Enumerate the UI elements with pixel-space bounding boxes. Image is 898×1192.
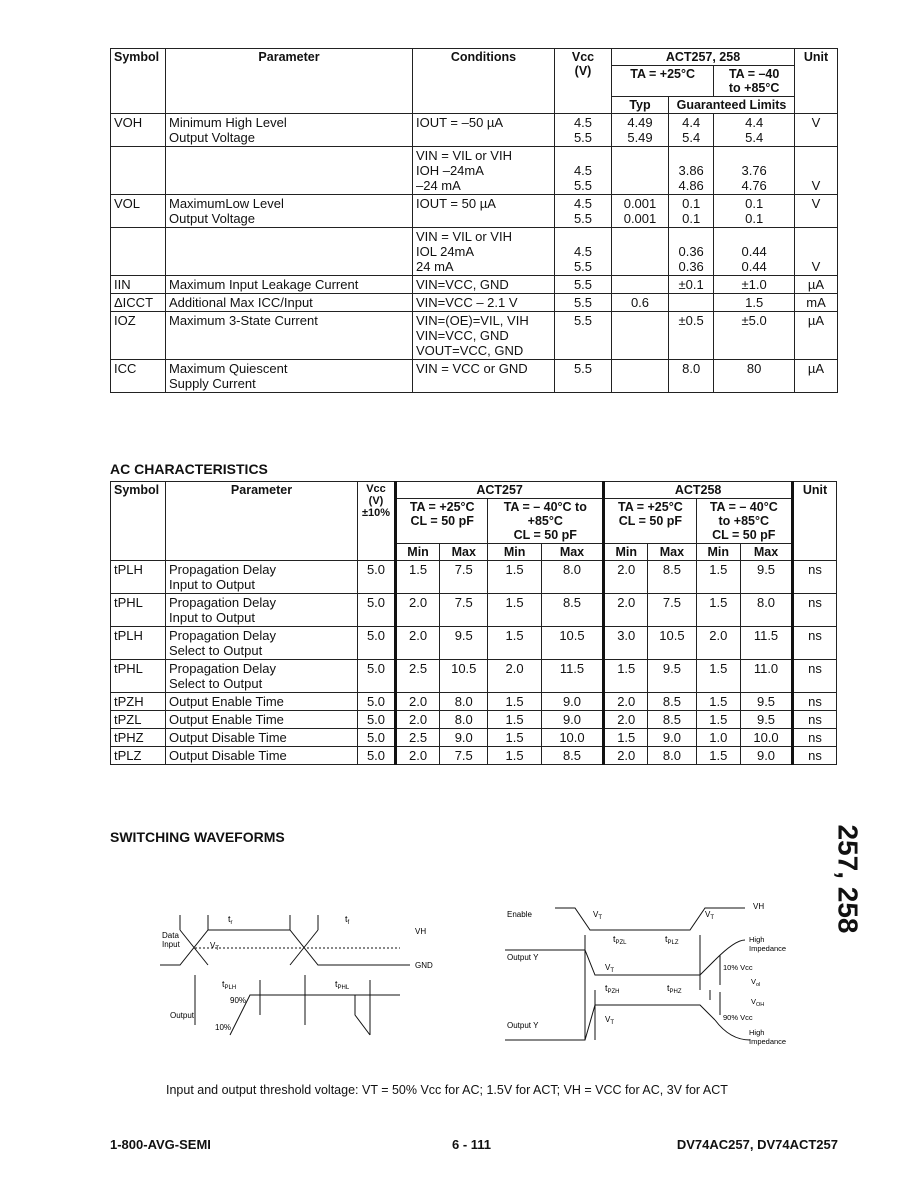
dc-cell-vcc: 5.5 [555, 276, 612, 294]
ac-cell-value: 10.5 [440, 660, 488, 693]
ac-cell-symbol: tPLH [111, 561, 166, 594]
ac-cell-value: 7.5 [648, 594, 696, 627]
label-tpzh: $t_{PZH}$ [605, 983, 620, 995]
ac-cell-symbol: tPZL [111, 711, 166, 729]
dc-cell-symbol: VOH [111, 114, 166, 147]
ac-cell-value: 1.5 [696, 747, 740, 765]
dc-cell-conditions: VIN = VIL or VIH IOL 24mA 24 mA [413, 228, 555, 276]
ac-cell-value: 1.5 [396, 561, 440, 594]
label-tpzl: $t_{PZL}$ [613, 934, 627, 946]
dc-cell-typ: 0.6 [612, 294, 669, 312]
dc-cell-parameter [166, 228, 413, 276]
ac-cell-value: 11.5 [741, 627, 793, 660]
ac-col-max: Max [741, 544, 793, 561]
label-voh: $V_{OH}$ [751, 997, 765, 1008]
ac-cell-value: 2.0 [604, 561, 648, 594]
ac-col-max: Max [440, 544, 488, 561]
dc-cell-conditions: VIN=VCC, GND [413, 276, 555, 294]
ac-col-symbol: Symbol [111, 482, 166, 561]
dc-cell-typ [612, 312, 669, 360]
ac-cell-value: 11.5 [541, 660, 603, 693]
dc-cell-conditions: VIN=(OE)=VIL, VIH VIN=VCC, GND VOUT=VCC, GND [413, 312, 555, 360]
dc-cell-vcc: 5.5 [555, 360, 612, 393]
dc-cell-limit-85c: 1.5 [714, 294, 795, 312]
ac-cell-vcc: 5.0 [358, 711, 396, 729]
ac-cell-unit: ns [793, 729, 837, 747]
ac-cell-value: 8.5 [648, 711, 696, 729]
ac-cell-symbol: tPHL [111, 594, 166, 627]
dc-cell-symbol: ICC [111, 360, 166, 393]
ac-col-act257: ACT257 [396, 482, 604, 499]
dc-cell-symbol: IOZ [111, 312, 166, 360]
ac-cell-value: 2.0 [696, 627, 740, 660]
label-tplz: $t_{PLZ}$ [665, 934, 679, 946]
ac-cell-value: 8.0 [440, 693, 488, 711]
side-tab-label: 257, 258 [832, 824, 864, 934]
ac-cell-value: 3.0 [604, 627, 648, 660]
ac-cell-value: 2.0 [604, 747, 648, 765]
ac-cell-value: 1.0 [696, 729, 740, 747]
dc-cell-unit: µA [795, 276, 838, 294]
ac-cell-value: 1.5 [696, 594, 740, 627]
ac-cell-value: 8.5 [541, 594, 603, 627]
ac-cell-parameter: Propagation Delay Select to Output [166, 627, 358, 660]
label-vt-1: $V_T$ [593, 910, 603, 921]
dc-cell-limit-85c: 80 [714, 360, 795, 393]
dc-cell-parameter: Maximum Quiescent Supply Current [166, 360, 413, 393]
dc-cell-conditions: VIN = VIL or VIH IOH –24mA –24 mA [413, 147, 555, 195]
ac-cell-unit: ns [793, 711, 837, 729]
ac-cell-value: 7.5 [440, 561, 488, 594]
dc-cell-unit: µA [795, 360, 838, 393]
ac-cell-value: 9.0 [741, 747, 793, 765]
ac-cell-value: 9.5 [741, 561, 793, 594]
ac-cell-value: 9.0 [541, 711, 603, 729]
label-output: Output [170, 1011, 195, 1020]
ac-cell-value: 10.0 [741, 729, 793, 747]
dc-cell-typ [612, 276, 669, 294]
ac-cell-symbol: tPHZ [111, 729, 166, 747]
dc-cell-limit-25c: 8.0 [669, 360, 714, 393]
dc-cell-parameter: Maximum Input Leakage Current [166, 276, 413, 294]
ac-cell-unit: ns [793, 660, 837, 693]
ac-cell-value: 1.5 [696, 561, 740, 594]
ac-row [111, 561, 837, 594]
ac-cell-value: 2.5 [396, 729, 440, 747]
dc-cell-parameter: MaximumLow Level Output Voltage [166, 195, 413, 228]
ac-cell-value: 1.5 [604, 729, 648, 747]
label-output-y-2: Output Y [507, 1021, 539, 1030]
ac-col-unit: Unit [793, 482, 837, 561]
dc-cell-unit: V [795, 195, 838, 228]
ac-cell-vcc: 5.0 [358, 729, 396, 747]
dc-cell-limit-85c: ±5.0 [714, 312, 795, 360]
ac-col-min: Min [696, 544, 740, 561]
ac-cell-value: 8.0 [741, 594, 793, 627]
ac-row [111, 660, 837, 693]
dc-cell-limit-85c: 4.4 5.4 [714, 114, 795, 147]
ac-cell-value: 10.5 [648, 627, 696, 660]
ac-cell-value: 10.0 [541, 729, 603, 747]
ac-cell-value: 7.5 [440, 747, 488, 765]
ac-cell-value: 1.5 [488, 711, 541, 729]
ac-cell-value: 1.5 [604, 660, 648, 693]
dc-characteristics-table [110, 48, 838, 393]
label-vh: VH [415, 927, 427, 936]
label-data-input: Data Input [162, 931, 180, 949]
ac-cell-value: 8.0 [541, 561, 603, 594]
dc-cell-limit-85c: 0.1 0.1 [714, 195, 795, 228]
col-ta25: TA = +25°C [612, 66, 714, 97]
dc-cell-vcc: 5.5 [555, 312, 612, 360]
ac-cell-parameter: Propagation Delay Input to Output [166, 561, 358, 594]
label-tplh: $t_{PLH}$ [222, 979, 237, 991]
dc-cell-limit-25c [669, 294, 714, 312]
dc-cell-vcc: 4.5 5.5 [555, 147, 612, 195]
dc-cell-conditions: IOUT = 50 µA [413, 195, 555, 228]
ac-cell-vcc: 5.0 [358, 693, 396, 711]
ac-cell-value: 9.5 [741, 693, 793, 711]
ac-col-max: Max [541, 544, 603, 561]
footer-page-number: 6 - 111 [452, 1137, 492, 1152]
dc-row [111, 276, 838, 294]
dc-cell-limit-25c: 3.86 4.86 [669, 147, 714, 195]
ac-row [111, 711, 837, 729]
ac-cell-parameter: Output Enable Time [166, 711, 358, 729]
ac-cell-value: 9.0 [541, 693, 603, 711]
ac-row [111, 693, 837, 711]
ac-cell-value: 2.5 [396, 660, 440, 693]
dc-cell-typ: 4.49 5.49 [612, 114, 669, 147]
footer-part-numbers: DV74AC257, DV74ACT257 [676, 1137, 838, 1152]
ac-cell-unit: ns [793, 561, 837, 594]
label-90pct-vcc: 90% Vcc [723, 1013, 753, 1022]
footer-phone: 1-800-AVG-SEMI [110, 1137, 211, 1152]
ac-cell-value: 1.5 [488, 594, 541, 627]
dc-cell-limit-25c: 0.36 0.36 [669, 228, 714, 276]
ac-row [111, 594, 837, 627]
dc-cell-limit-25c: ±0.1 [669, 276, 714, 294]
dc-cell-symbol [111, 228, 166, 276]
ac-col-act257-25c: TA = +25°C CL = 50 pF [396, 499, 488, 544]
ac-cell-value: 1.5 [696, 660, 740, 693]
dc-cell-typ [612, 360, 669, 393]
ac-cell-value: 2.0 [396, 747, 440, 765]
dc-cell-limit-85c: 3.76 4.76 [714, 147, 795, 195]
ac-cell-value: 2.0 [396, 711, 440, 729]
ac-col-act258-25c: TA = +25°C CL = 50 pF [604, 499, 696, 544]
ac-cell-value: 2.0 [488, 660, 541, 693]
ac-cell-unit: ns [793, 594, 837, 627]
dc-row [111, 114, 838, 147]
dc-cell-typ: 0.001 0.001 [612, 195, 669, 228]
ac-cell-unit: ns [793, 627, 837, 660]
dc-row [111, 360, 838, 393]
label-gnd: GND [415, 961, 433, 970]
label-10pct-vcc: 10% Vcc [723, 963, 753, 972]
dc-row [111, 228, 838, 276]
col-parameter: Parameter [166, 49, 413, 114]
ac-col-vcc: Vcc (V) ±10% [358, 482, 396, 561]
ac-cell-value: 1.5 [488, 561, 541, 594]
dc-cell-vcc: 4.5 5.5 [555, 195, 612, 228]
ac-cell-value: 1.5 [488, 747, 541, 765]
switching-waveforms-heading: SWITCHING WAVEFORMS [110, 829, 285, 845]
ac-cell-value: 2.0 [604, 711, 648, 729]
col-unit: Unit [795, 49, 838, 114]
ac-cell-parameter: Propagation Delay Select to Output [166, 660, 358, 693]
ac-cell-parameter: Output Enable Time [166, 693, 358, 711]
label-vt: $V_T$ [210, 941, 220, 952]
dc-cell-unit: µA [795, 312, 838, 360]
dc-cell-conditions: VIN = VCC or GND [413, 360, 555, 393]
ac-cell-value: 8.0 [440, 711, 488, 729]
dc-cell-symbol: VOL [111, 195, 166, 228]
label-10pct: 10% [215, 1023, 232, 1032]
col-conditions: Conditions [413, 49, 555, 114]
dc-cell-symbol: IIN [111, 276, 166, 294]
col-symbol: Symbol [111, 49, 166, 114]
ac-cell-symbol: tPZH [111, 693, 166, 711]
col-vcc: Vcc (V) [555, 49, 612, 114]
ac-col-act257-40c: TA = – 40°C to +85°C CL = 50 pF [488, 499, 604, 544]
ac-cell-vcc: 5.0 [358, 660, 396, 693]
dc-cell-conditions: IOUT = –50 µA [413, 114, 555, 147]
ac-cell-parameter: Output Disable Time [166, 729, 358, 747]
label-high-impedance-2: High Impedance [749, 1028, 787, 1046]
label-high-impedance-1: High Impedance [749, 935, 787, 953]
ac-cell-symbol: tPLZ [111, 747, 166, 765]
col-ta40: TA = –40 to +85°C [714, 66, 795, 97]
label-90pct: 90% [230, 996, 247, 1005]
dc-cell-parameter: Additional Max ICC/Input [166, 294, 413, 312]
waveform-left-diagram [160, 900, 450, 1040]
dc-cell-unit: mA [795, 294, 838, 312]
label-tf: $t_f$ [345, 914, 350, 926]
ac-cell-value: 1.5 [696, 711, 740, 729]
ac-cell-vcc: 5.0 [358, 747, 396, 765]
dc-cell-limit-85c: 0.44 0.44 [714, 228, 795, 276]
col-typ: Typ [612, 97, 669, 114]
ac-cell-value: 2.0 [604, 594, 648, 627]
ac-cell-symbol: tPLH [111, 627, 166, 660]
dc-cell-limit-25c: ±0.5 [669, 312, 714, 360]
dc-cell-conditions: VIN=VCC – 2.1 V [413, 294, 555, 312]
col-guaranteed: Guaranteed Limits [669, 97, 795, 114]
ac-cell-unit: ns [793, 747, 837, 765]
ac-col-min: Min [488, 544, 541, 561]
ac-cell-vcc: 5.0 [358, 561, 396, 594]
ac-col-max: Max [648, 544, 696, 561]
dc-cell-symbol [111, 147, 166, 195]
col-group-act257-258: ACT257, 258 [612, 49, 795, 66]
ac-cell-value: 10.5 [541, 627, 603, 660]
dc-cell-unit: V [795, 147, 838, 195]
ac-cell-unit: ns [793, 693, 837, 711]
dc-cell-typ [612, 147, 669, 195]
ac-cell-symbol: tPHL [111, 660, 166, 693]
ac-cell-value: 9.5 [741, 711, 793, 729]
ac-cell-vcc: 5.0 [358, 627, 396, 660]
label-vh: VH [753, 902, 765, 911]
label-vt-3: $V_T$ [605, 963, 615, 974]
threshold-caption: Input and output threshold voltage: VT = 50% Vcc for AC; 1.5V for ACT; VH = VCC for AC, 3V for ACT [166, 1083, 728, 1097]
ac-cell-value: 9.5 [648, 660, 696, 693]
ac-cell-value: 1.5 [488, 693, 541, 711]
ac-col-min: Min [396, 544, 440, 561]
side-tab [828, 815, 888, 945]
ac-cell-value: 8.0 [648, 747, 696, 765]
ac-characteristics-heading: AC CHARACTERISTICS [110, 461, 268, 477]
dc-cell-limit-25c: 0.1 0.1 [669, 195, 714, 228]
ac-row [111, 747, 837, 765]
ac-cell-value: 9.5 [440, 627, 488, 660]
ac-cell-vcc: 5.0 [358, 594, 396, 627]
label-vol: $V_{ol}$ [751, 977, 761, 988]
ac-cell-value: 8.5 [648, 561, 696, 594]
dc-row [111, 147, 838, 195]
ac-characteristics-table [110, 481, 837, 765]
ac-cell-value: 1.5 [488, 627, 541, 660]
ac-cell-value: 1.5 [696, 693, 740, 711]
ac-cell-value: 8.5 [541, 747, 603, 765]
label-output-y-1: Output Y [507, 953, 539, 962]
ac-cell-value: 8.5 [648, 693, 696, 711]
dc-cell-vcc: 4.5 5.5 [555, 114, 612, 147]
ac-row [111, 729, 837, 747]
dc-cell-parameter [166, 147, 413, 195]
ac-cell-value: 2.0 [396, 693, 440, 711]
dc-cell-limit-85c: ±1.0 [714, 276, 795, 294]
dc-cell-symbol: ΔICCT [111, 294, 166, 312]
label-vt-4: $V_T$ [605, 1015, 615, 1026]
ac-row [111, 627, 837, 660]
ac-cell-value: 9.0 [440, 729, 488, 747]
dc-cell-typ [612, 228, 669, 276]
dc-row [111, 294, 838, 312]
ac-cell-value: 11.0 [741, 660, 793, 693]
dc-cell-vcc: 4.5 5.5 [555, 228, 612, 276]
dc-cell-unit: V [795, 228, 838, 276]
label-tphz: $t_{PHZ}$ [667, 983, 682, 995]
dc-cell-parameter: Minimum High Level Output Voltage [166, 114, 413, 147]
waveform-right-diagram [505, 900, 805, 1050]
label-enable: Enable [507, 910, 532, 919]
dc-row [111, 312, 838, 360]
ac-cell-value: 9.0 [648, 729, 696, 747]
label-vt-2: $V_T$ [705, 910, 715, 921]
ac-cell-value: 2.0 [396, 627, 440, 660]
ac-col-act258: ACT258 [604, 482, 793, 499]
dc-cell-parameter: Maximum 3-State Current [166, 312, 413, 360]
ac-col-act258-40c: TA = – 40°C to +85°C CL = 50 pF [696, 499, 792, 544]
ac-cell-parameter: Propagation Delay Input to Output [166, 594, 358, 627]
ac-cell-value: 2.0 [396, 594, 440, 627]
label-tr: $t_r$ [228, 914, 233, 926]
dc-cell-limit-25c: 4.4 5.4 [669, 114, 714, 147]
label-tphl: $t_{PHL}$ [335, 979, 350, 991]
dc-cell-vcc: 5.5 [555, 294, 612, 312]
dc-row [111, 195, 838, 228]
ac-col-min: Min [604, 544, 648, 561]
ac-cell-value: 2.0 [604, 693, 648, 711]
ac-cell-parameter: Output Disable Time [166, 747, 358, 765]
dc-cell-unit: V [795, 114, 838, 147]
ac-col-parameter: Parameter [166, 482, 358, 561]
ac-cell-value: 1.5 [488, 729, 541, 747]
ac-cell-value: 7.5 [440, 594, 488, 627]
